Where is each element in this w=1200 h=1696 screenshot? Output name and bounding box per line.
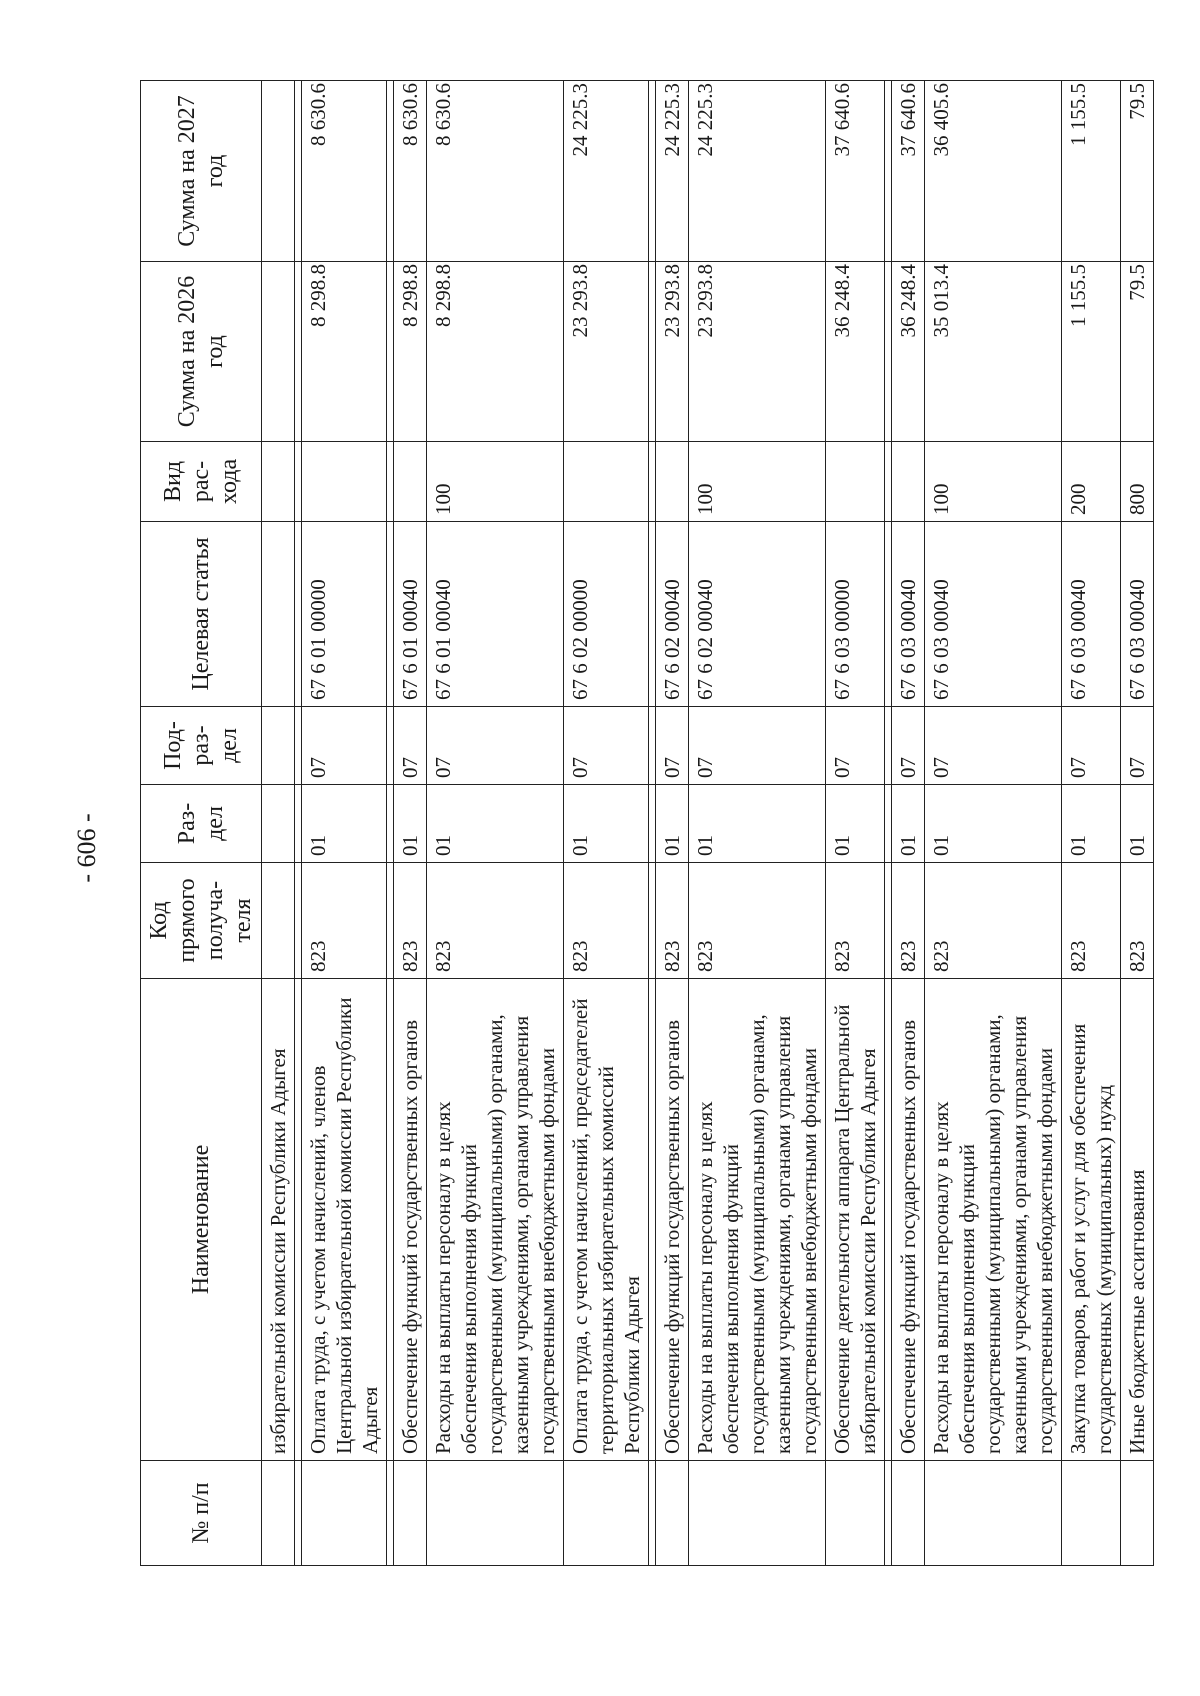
cell-sum2027: 24 225.3 [656,81,689,262]
cell-name: Обеспечение деятельности аппарата Центральной избирательной комиссии Республики Адыгея [826,979,885,1461]
cell-num [689,1461,826,1566]
cell-target: 67 6 03 00040 [925,522,1062,707]
cell-section [295,785,302,863]
cell-subsection: 07 [564,707,649,785]
cell-num [262,1461,295,1566]
table-row [649,81,656,1566]
header-type: Вид рас-хода [141,442,262,522]
header-code: Код прямого получа-теля [141,863,262,979]
cell-subsection [387,707,394,785]
cell-sum2027: 1 155.5 [1062,81,1121,262]
cell-target [295,522,302,707]
cell-subsection: 07 [427,707,564,785]
cell-name: Иные бюджетные ассигнования [1121,979,1154,1461]
cell-name: Расходы на выплаты персоналу в целях обеспечения выполнения функций государственными (муниципальными) органами, казенными учреждениями, органами управления государственными внебюджетными фондами [427,979,564,1461]
cell-type [295,442,302,522]
cell-sum2027: 24 225.3 [564,81,649,262]
cell-sum2027: 79.5 [1121,81,1154,262]
cell-num [295,1461,302,1566]
cell-sum2026: 79.5 [1121,262,1154,442]
header-num: № п/п [141,1461,262,1566]
cell-sum2027: 8 630.6 [302,81,387,262]
header-sum2027: Сумма на 2027 год [141,81,262,262]
cell-section: 01 [394,785,427,863]
cell-num [925,1461,1062,1566]
cell-name: Обеспечение функций государственных органов [394,979,427,1461]
cell-sum2026: 1 155.5 [1062,262,1121,442]
cell-num [1121,1461,1154,1566]
cell-sum2027 [262,81,295,262]
cell-sum2026: 8 298.8 [394,262,427,442]
cell-name [649,979,656,1461]
table-row [656,81,689,1566]
cell-sum2026 [295,262,302,442]
cell-sum2026 [649,262,656,442]
header-subsection: Под-раз-дел [141,707,262,785]
cell-target: 67 6 01 00040 [427,522,564,707]
cell-sum2026: 23 293.8 [564,262,649,442]
cell-num [649,1461,656,1566]
cell-num [564,1461,649,1566]
cell-subsection [649,707,656,785]
table-row [1062,81,1121,1566]
header-target: Целевая статья [141,522,262,707]
table-row [394,81,427,1566]
budget-table [140,80,1154,1566]
cell-name: Расходы на выплаты персоналу в целях обеспечения выполнения функций государственными (муниципальными) органами, казенными учреждениями, органами управления государственными внебюджетными фондами [925,979,1062,1461]
cell-code: 823 [1062,863,1121,979]
cell-sum2027 [885,81,892,262]
cell-code: 823 [892,863,925,979]
cell-code: 823 [427,863,564,979]
cell-section: 01 [689,785,826,863]
cell-target: 67 6 01 00000 [302,522,387,707]
cell-type [649,442,656,522]
cell-subsection: 07 [656,707,689,785]
cell-target [885,522,892,707]
cell-sum2026: 36 248.4 [892,262,925,442]
cell-subsection: 07 [826,707,885,785]
cell-section: 01 [925,785,1062,863]
table-row [387,81,394,1566]
table-header-row [141,81,262,1566]
cell-num [656,1461,689,1566]
cell-code: 823 [302,863,387,979]
cell-name: Оплата труда, с учетом начислений, председателей территориальных избирательных комиссий Республики Адыгея [564,979,649,1461]
table-row [925,81,1062,1566]
cell-code [295,863,302,979]
cell-type: 800 [1121,442,1154,522]
cell-name: Обеспечение функций государственных органов [892,979,925,1461]
cell-target: 67 6 02 00040 [689,522,826,707]
cell-section: 01 [1121,785,1154,863]
cell-num [892,1461,925,1566]
cell-section: 01 [826,785,885,863]
cell-type [394,442,427,522]
table-row [892,81,925,1566]
cell-code [262,863,295,979]
cell-code: 823 [656,863,689,979]
cell-sum2026: 8 298.8 [427,262,564,442]
cell-type [564,442,649,522]
cell-section: 01 [1062,785,1121,863]
cell-name: Обеспечение функций государственных органов [656,979,689,1461]
cell-code: 823 [925,863,1062,979]
cell-name: Оплата труда, с учетом начислений, членов Центральной избирательной комиссии Республики Адыгея [302,979,387,1461]
cell-num [387,1461,394,1566]
table-row [564,81,649,1566]
cell-section [885,785,892,863]
cell-target: 67 6 02 00040 [656,522,689,707]
cell-code: 823 [394,863,427,979]
cell-subsection [262,707,295,785]
cell-name: Закупка товаров, работ и услуг для обеспечения государственных (муниципальных) нужд [1062,979,1121,1461]
cell-type [656,442,689,522]
cell-num [1062,1461,1121,1566]
cell-code [885,863,892,979]
cell-target [262,522,295,707]
cell-num [885,1461,892,1566]
cell-target: 67 6 03 00000 [826,522,885,707]
cell-sum2027: 8 630.6 [427,81,564,262]
cell-subsection: 07 [892,707,925,785]
cell-target: 67 6 03 00040 [1121,522,1154,707]
table-body [262,81,1154,1566]
cell-target: 67 6 02 00000 [564,522,649,707]
cell-code: 823 [564,863,649,979]
cell-code: 823 [689,863,826,979]
cell-sum2026: 23 293.8 [689,262,826,442]
header-sum2026: Сумма на 2026 год [141,262,262,442]
cell-section: 01 [427,785,564,863]
cell-target: 67 6 03 00040 [892,522,925,707]
table-row [302,81,387,1566]
cell-target [387,522,394,707]
table-row [689,81,826,1566]
table-row [1121,81,1154,1566]
cell-sum2027 [649,81,656,262]
cell-type: 100 [427,442,564,522]
cell-type: 100 [689,442,826,522]
cell-num [427,1461,564,1566]
cell-sum2027: 8 630.6 [394,81,427,262]
table-row [262,81,295,1566]
cell-type [302,442,387,522]
cell-sum2026 [387,262,394,442]
cell-sum2027: 37 640.6 [826,81,885,262]
cell-sum2027 [387,81,394,262]
page-number: - 606 - [72,813,101,883]
cell-subsection [295,707,302,785]
cell-sum2026: 35 013.4 [925,262,1062,442]
cell-name: Расходы на выплаты персоналу в целях обеспечения выполнения функций государственными (муниципальными) органами, казенными учреждениями, органами управления государственными внебюджетными фондами [689,979,826,1461]
cell-subsection: 07 [1121,707,1154,785]
cell-num [394,1461,427,1566]
cell-type [826,442,885,522]
cell-sum2027: 37 640.6 [892,81,925,262]
cell-section: 01 [564,785,649,863]
cell-type [262,442,295,522]
cell-code [649,863,656,979]
cell-subsection [885,707,892,785]
cell-name [295,979,302,1461]
cell-type [885,442,892,522]
cell-section [649,785,656,863]
cell-code: 823 [826,863,885,979]
cell-target [649,522,656,707]
cell-code: 823 [1121,863,1154,979]
cell-sum2027: 24 225.3 [689,81,826,262]
cell-section: 01 [302,785,387,863]
cell-sum2027 [295,81,302,262]
cell-target: 67 6 03 00040 [1062,522,1121,707]
cell-sum2026: 8 298.8 [302,262,387,442]
cell-subsection: 07 [302,707,387,785]
cell-num [302,1461,387,1566]
cell-section: 01 [892,785,925,863]
cell-section [262,785,295,863]
header-name: Наименование [141,979,262,1461]
cell-type: 200 [1062,442,1121,522]
cell-subsection: 07 [1062,707,1121,785]
table-row [885,81,892,1566]
cell-section [387,785,394,863]
cell-num [826,1461,885,1566]
cell-code [387,863,394,979]
cell-type [387,442,394,522]
cell-subsection: 07 [689,707,826,785]
cell-sum2027: 36 405.6 [925,81,1062,262]
cell-subsection: 07 [394,707,427,785]
cell-sum2026: 23 293.8 [656,262,689,442]
cell-sum2026 [262,262,295,442]
cell-type: 100 [925,442,1062,522]
cell-subsection: 07 [925,707,1062,785]
table-row [427,81,564,1566]
cell-name [885,979,892,1461]
cell-section: 01 [656,785,689,863]
cell-name: избирательной комиссии Республики Адыгея [262,979,295,1461]
cell-sum2026 [885,262,892,442]
table-row [826,81,885,1566]
header-section: Раз-дел [141,785,262,863]
cell-type [892,442,925,522]
table-row [295,81,302,1566]
cell-name [387,979,394,1461]
cell-target: 67 6 01 00040 [394,522,427,707]
cell-sum2026: 36 248.4 [826,262,885,442]
